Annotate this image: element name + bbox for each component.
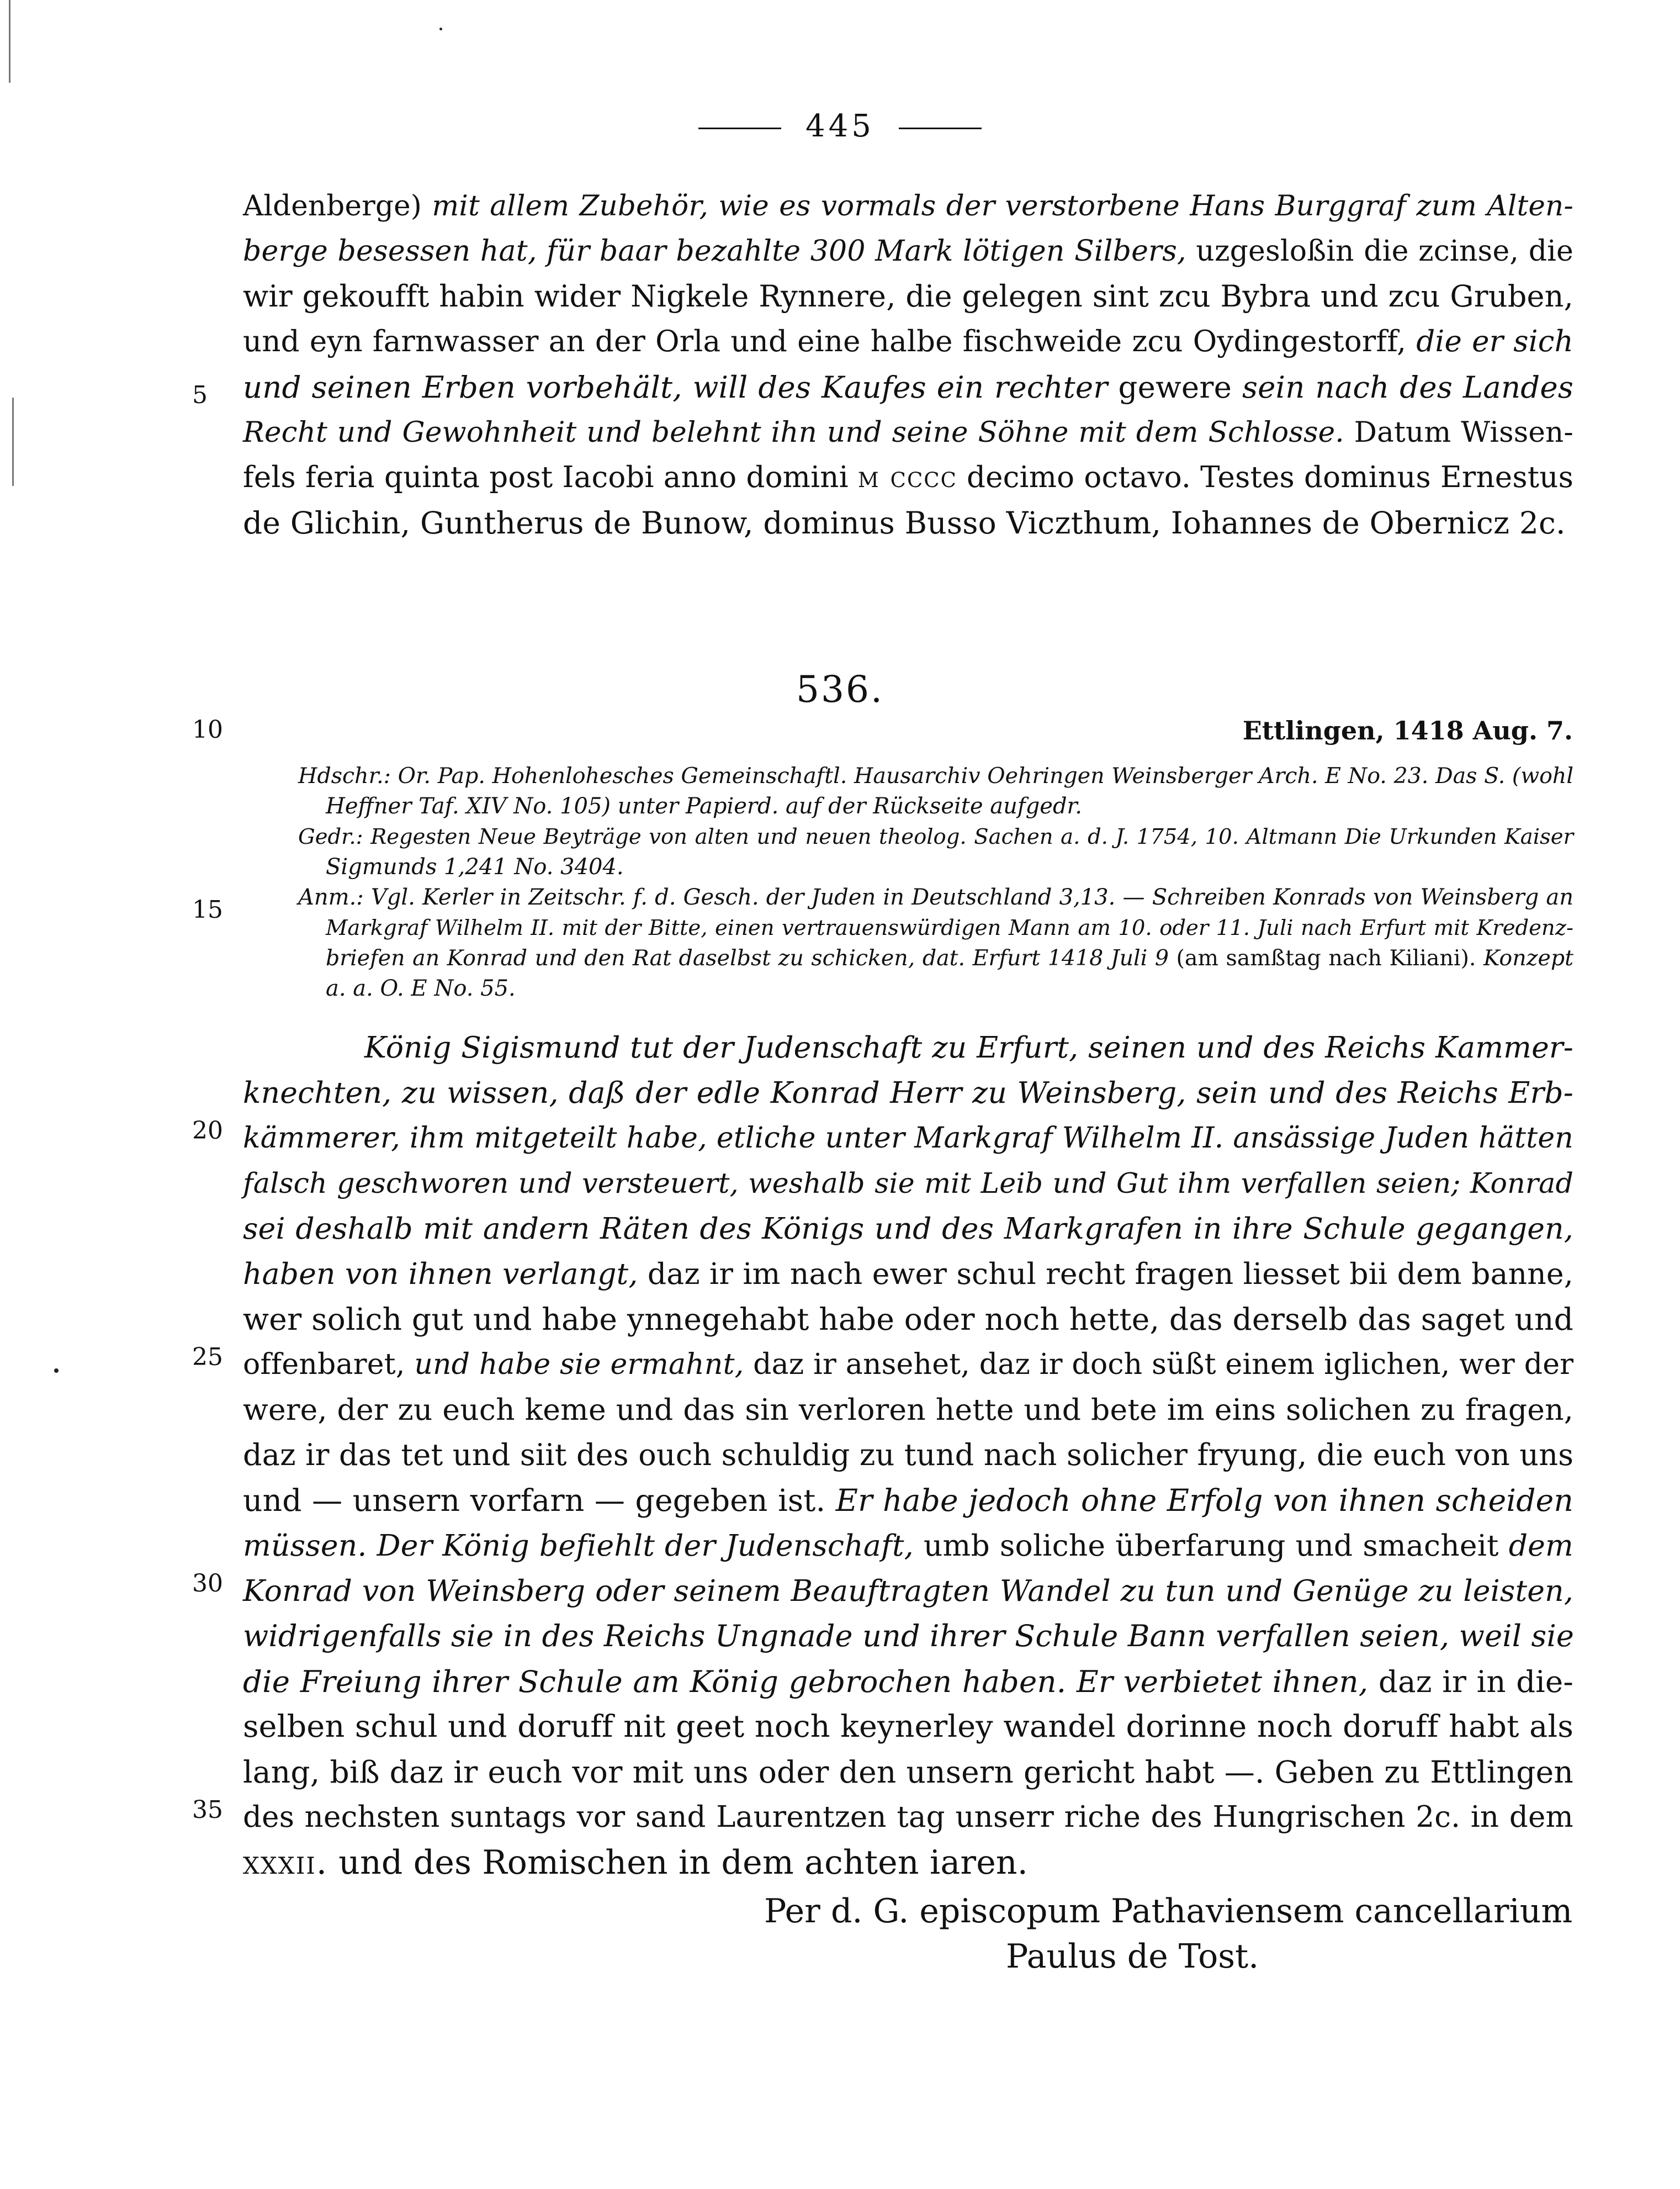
text-line: lang, biß daz ir euch vor mit uns oder den unsern gericht habt —. Geben zu Ettlingen: [243, 1754, 1573, 1790]
line-number-5: 5: [192, 381, 208, 409]
line-number-10: 10: [192, 716, 223, 744]
apparatus-line: Gedr.: Regesten Neue Beyträge von alten und neuen theolog. Sachen a. d. J. 1754, 10. Altmann Die Urkunden Kaiser: [298, 824, 1573, 849]
header-rule-left: [698, 128, 781, 129]
text-line: König Sigismund tut der Judenschaft zu Erfurt, seinen und des Reichs Kammer-: [364, 1030, 1573, 1065]
line-number-20: 20: [192, 1117, 223, 1145]
text-line: und eyn farnwasser an der Orla und eine halbe fischweide zcu Oydingestorff, die er sich: [243, 325, 1573, 358]
text-line: daz ir das tet und siit des ouch schuldig zu tund nach solicher fryung, die euch von uns: [243, 1437, 1574, 1472]
subscription-line-1: Per d. G. episcopum Pathaviensem cancellarium: [764, 1892, 1573, 1931]
text-line: fels feria quinta post Iacobi anno domini m cccc decimo octavo. Testes dominus Ernestus: [243, 461, 1573, 494]
apparatus-line: Markgraf Wilhelm II. mit der Bitte, einen vertrauenswürdigen Mann am 10. oder 11. Juli nach Erfurt mit Kredenz-: [326, 916, 1573, 940]
apparatus-line: Anm.: Vgl. Kerler in Zeitschr. f. d. Gesch. der Juden in Deutschland 3,13. — Schreiben Konrads von Weinsberg an: [298, 885, 1573, 910]
page-number: 445: [805, 108, 875, 144]
text-line: de Glichin, Guntherus de Bunow, dominus Busso Viczthum, Iohannes de Obernicz 2c.: [243, 505, 1566, 541]
text-line: sei deshalb mit andern Räten des Königs und des Markgrafen in ihre Schule gegangen,: [243, 1211, 1573, 1246]
apparatus-line: a. a. O. E No. 55.: [326, 976, 516, 1001]
margin-speck: [54, 1368, 59, 1373]
text-line: wir gekoufft habin wider Nigkele Rynnere, die gelegen sint zcu Bybra und zcu Gruben,: [243, 279, 1573, 314]
text-line: Aldenberge) mit allem Zubehör, wie es vormals der verstorbene Hans Burggraf zum Alten-: [243, 189, 1573, 223]
text-line: und seinen Erben vorbehält, will des Kaufes ein rechter gewere sein nach des Landes: [243, 369, 1574, 405]
text-line: knechten, zu wissen, daß der edle Konrad Herr zu Weinsberg, sein und des Reichs Erb-: [243, 1075, 1573, 1110]
document-body: [243, 1025, 1573, 1885]
text-line: wer solich gut und habe ynnegehabt habe oder noch hette, das derselb das saget und: [243, 1302, 1573, 1337]
apparatus-line: Hdschr.: Or. Pap. Hohenlohesches Gemeinschaftl. Hausarchiv Oehringen Weinsberger Arch. E No. 23. Das S. (wohl: [298, 763, 1573, 789]
page-header: [0, 108, 1680, 144]
apparatus: [298, 761, 1573, 1004]
apparatus-line: briefen an Konrad und den Rat daselbst zu schicken, dat. Erfurt 1418 Juli 9 (am samßtag nach Kiliani). Konzept: [326, 945, 1573, 971]
subscription-line-2: Paulus de Tost.: [1006, 1937, 1259, 1976]
line-number-35: 35: [192, 1796, 223, 1824]
place-and-date: Ettlingen, 1418 Aug. 7.: [1242, 716, 1573, 745]
apparatus-line: Heffner Taf. XIV No. 105) unter Papierd. auf der Rückseite aufgedr.: [326, 794, 1082, 819]
line-number-30: 30: [192, 1569, 223, 1598]
text-line: were, der zu euch keme und das sin verloren hette und bete im eins solichen zu fragen,: [243, 1392, 1573, 1427]
text-line: berge besessen hat, für baar bezahlte 300 Mark lötigen Silbers, uzgesloßin die zcinse, die: [243, 235, 1573, 268]
text-line: offenbaret, und habe sie ermahnt, daz ir ansehet, daz ir doch süßt einem iglichen, wer der: [243, 1348, 1574, 1381]
line-number-15: 15: [192, 896, 223, 924]
text-line: die Freiung ihrer Schule am König gebrochen haben. Er verbietet ihnen, daz ir in die-: [243, 1664, 1573, 1699]
apparatus-line: Sigmunds 1,241 No. 3404.: [326, 854, 624, 880]
margin-mark-mid: [12, 398, 14, 486]
text-line: Konrad von Weinsberg oder seinem Beauftragten Wandel zu tun und Genüge zu leisten,: [243, 1573, 1573, 1608]
margin-mark-top: [9, 0, 10, 83]
text-line: xxxii. und des Romischen in dem achten iaren.: [243, 1843, 1029, 1882]
text-line: und — unsern vorfarn — gegeben ist. Er habe jedoch ohne Erfolg von ihnen scheiden: [243, 1483, 1573, 1518]
line-number-25: 25: [192, 1343, 223, 1371]
previous-document-text: [243, 183, 1573, 546]
text-line: selben schul und doruff nit geet noch keynerley wandel dorinne noch doruff habt als: [243, 1709, 1573, 1744]
text-line: falsch geschworen und versteuert, weshalb sie mit Leib und Gut ihm verfallen seien; Konrad: [243, 1167, 1573, 1199]
page-speck-top: [439, 28, 442, 30]
text-line: des nechsten suntags vor sand Laurentzen tag unserr riche des Hungrischen 2c. in dem: [243, 1800, 1573, 1834]
text-line: haben von ihnen verlangt, daz ir im nach ewer schul recht fragen liesset bii dem banne,: [243, 1256, 1573, 1291]
text-line: widrigenfalls sie in des Reichs Ungnade und ihrer Schule Bann verfallen seien, weil sie: [243, 1619, 1575, 1653]
header-rule-right: [899, 128, 982, 129]
document-number: 536.: [796, 668, 884, 711]
text-line: müssen. Der König befiehlt der Judenschaft, umb soliche überfarung und smacheit dem: [243, 1528, 1573, 1563]
text-line: kämmerer, ihm mitgeteilt habe, etliche unter Markgraf Wilhelm II. ansässige Juden hätten: [243, 1122, 1573, 1155]
text-line: Recht und Gewohnheit und belehnt ihn und seine Söhne mit dem Schlosse. Datum Wissen-: [243, 416, 1573, 449]
